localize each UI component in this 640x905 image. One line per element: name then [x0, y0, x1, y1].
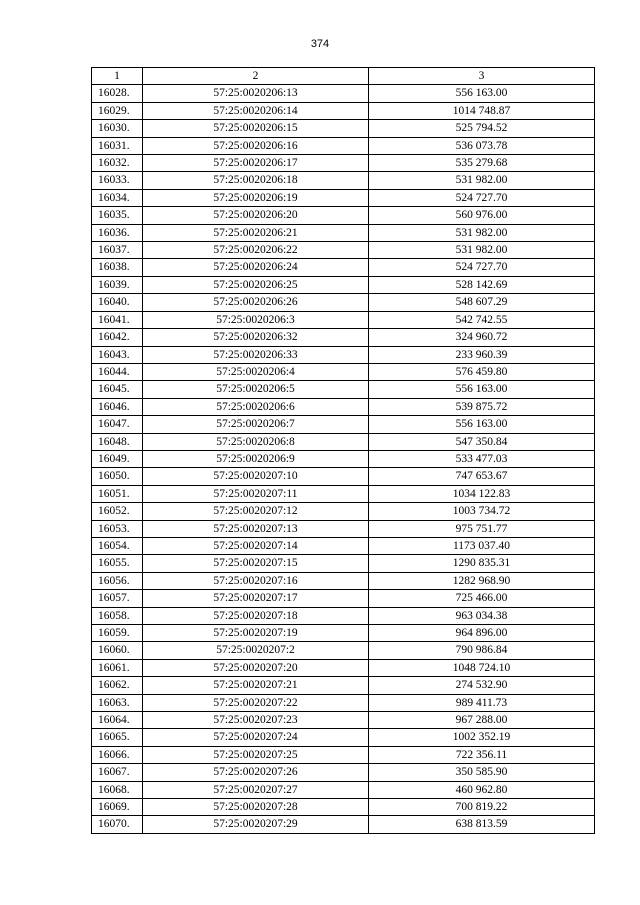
row-number: 16062.	[92, 677, 143, 694]
cadastral-number: 57:25:0020207:2	[143, 642, 369, 659]
row-number: 16054.	[92, 537, 143, 554]
cadastral-value: 539 875.72	[369, 398, 595, 415]
row-number: 16028.	[92, 85, 143, 102]
row-number: 16068.	[92, 781, 143, 798]
cadastral-value: 548 607.29	[369, 294, 595, 311]
column-header-1: 1	[92, 68, 143, 85]
table-row	[92, 572, 595, 589]
table-row	[92, 207, 595, 224]
cadastral-value: 1282 968.90	[369, 572, 595, 589]
cadastral-value: 963 034.38	[369, 607, 595, 624]
row-number: 16060.	[92, 642, 143, 659]
cadastral-number: 57:25:0020206:9	[143, 450, 369, 467]
cadastral-value: 531 982.00	[369, 242, 595, 259]
row-number: 16031.	[92, 137, 143, 154]
cadastral-value: 556 163.00	[369, 85, 595, 102]
cadastral-number: 57:25:0020207:18	[143, 607, 369, 624]
row-number: 16059.	[92, 625, 143, 642]
row-number: 16050.	[92, 468, 143, 485]
cadastral-number: 57:25:0020207:17	[143, 590, 369, 607]
row-number: 16034.	[92, 189, 143, 206]
cadastral-value: 1002 352.19	[369, 729, 595, 746]
row-number: 16041.	[92, 311, 143, 328]
row-number: 16039.	[92, 276, 143, 293]
table-row	[92, 468, 595, 485]
cadastral-value: 967 288.00	[369, 712, 595, 729]
cadastral-value: 975 751.77	[369, 520, 595, 537]
cadastral-value: 1034 122.83	[369, 485, 595, 502]
cadastral-value-table	[91, 67, 595, 834]
cadastral-value: 460 962.80	[369, 781, 595, 798]
cadastral-number: 57:25:0020206:3	[143, 311, 369, 328]
row-number: 16063.	[92, 694, 143, 711]
table-row	[92, 537, 595, 554]
row-number: 16037.	[92, 242, 143, 259]
table-row	[92, 799, 595, 816]
cadastral-number: 57:25:0020206:16	[143, 137, 369, 154]
table-row	[92, 329, 595, 346]
cadastral-value: 989 411.73	[369, 694, 595, 711]
table-row	[92, 398, 595, 415]
row-number: 16065.	[92, 729, 143, 746]
cadastral-value: 964 896.00	[369, 625, 595, 642]
row-number: 16047.	[92, 416, 143, 433]
cadastral-number: 57:25:0020206:6	[143, 398, 369, 415]
cadastral-number: 57:25:0020206:14	[143, 102, 369, 119]
cadastral-value: 274 532.90	[369, 677, 595, 694]
row-number: 16049.	[92, 450, 143, 467]
cadastral-value: 556 163.00	[369, 416, 595, 433]
table-row	[92, 416, 595, 433]
row-number: 16042.	[92, 329, 143, 346]
cadastral-number: 57:25:0020207:20	[143, 659, 369, 676]
table-row	[92, 520, 595, 537]
table-row	[92, 137, 595, 154]
row-number: 16067.	[92, 764, 143, 781]
cadastral-number: 57:25:0020207:14	[143, 537, 369, 554]
cadastral-number: 57:25:0020207:22	[143, 694, 369, 711]
row-number: 16038.	[92, 259, 143, 276]
row-number: 16058.	[92, 607, 143, 624]
cadastral-number: 57:25:0020206:7	[143, 416, 369, 433]
table-row	[92, 607, 595, 624]
table-row	[92, 677, 595, 694]
row-number: 16044.	[92, 363, 143, 380]
table-row	[92, 590, 595, 607]
table-row	[92, 642, 595, 659]
table-row	[92, 485, 595, 502]
cadastral-value: 528 142.69	[369, 276, 595, 293]
cadastral-value: 542 742.55	[369, 311, 595, 328]
cadastral-number: 57:25:0020206:22	[143, 242, 369, 259]
cadastral-number: 57:25:0020207:16	[143, 572, 369, 589]
cadastral-value: 536 073.78	[369, 137, 595, 154]
row-number: 16029.	[92, 102, 143, 119]
cadastral-number: 57:25:0020207:13	[143, 520, 369, 537]
cadastral-number: 57:25:0020206:21	[143, 224, 369, 241]
row-number: 16052.	[92, 503, 143, 520]
table-row	[92, 659, 595, 676]
table-row	[92, 242, 595, 259]
cadastral-value: 556 163.00	[369, 381, 595, 398]
table-row	[92, 311, 595, 328]
cadastral-number: 57:25:0020207:27	[143, 781, 369, 798]
cadastral-value: 790 986.84	[369, 642, 595, 659]
row-number: 16056.	[92, 572, 143, 589]
row-number: 16061.	[92, 659, 143, 676]
cadastral-value: 1003 734.72	[369, 503, 595, 520]
row-number: 16051.	[92, 485, 143, 502]
table-row	[92, 433, 595, 450]
cadastral-number: 57:25:0020206:32	[143, 329, 369, 346]
table-row	[92, 781, 595, 798]
cadastral-number: 57:25:0020207:11	[143, 485, 369, 502]
row-number: 16043.	[92, 346, 143, 363]
table-row	[92, 85, 595, 102]
cadastral-number: 57:25:0020207:10	[143, 468, 369, 485]
row-number: 16030.	[92, 120, 143, 137]
table-row	[92, 555, 595, 572]
table-row	[92, 224, 595, 241]
cadastral-number: 57:25:0020207:23	[143, 712, 369, 729]
cadastral-value: 324 960.72	[369, 329, 595, 346]
cadastral-number: 57:25:0020206:25	[143, 276, 369, 293]
row-number: 16070.	[92, 816, 143, 833]
row-number: 16053.	[92, 520, 143, 537]
column-header-2: 2	[143, 68, 369, 85]
cadastral-number: 57:25:0020207:28	[143, 799, 369, 816]
table-row	[92, 729, 595, 746]
cadastral-value: 525 794.52	[369, 120, 595, 137]
cadastral-number: 57:25:0020207:24	[143, 729, 369, 746]
cadastral-value: 638 813.59	[369, 816, 595, 833]
cadastral-value: 547 350.84	[369, 433, 595, 450]
cadastral-value: 1014 748.87	[369, 102, 595, 119]
cadastral-number: 57:25:0020206:15	[143, 120, 369, 137]
cadastral-number: 57:25:0020207:25	[143, 746, 369, 763]
table-row	[92, 746, 595, 763]
row-number: 16066.	[92, 746, 143, 763]
cadastral-number: 57:25:0020206:18	[143, 172, 369, 189]
cadastral-number: 57:25:0020207:21	[143, 677, 369, 694]
cadastral-number: 57:25:0020207:29	[143, 816, 369, 833]
table-row	[92, 276, 595, 293]
table-row	[92, 816, 595, 833]
cadastral-value: 1173 037.40	[369, 537, 595, 554]
cadastral-value: 560 976.00	[369, 207, 595, 224]
table-header	[92, 68, 595, 85]
cadastral-value: 531 982.00	[369, 224, 595, 241]
table-row	[92, 764, 595, 781]
cadastral-value: 233 960.39	[369, 346, 595, 363]
cadastral-number: 57:25:0020207:15	[143, 555, 369, 572]
cadastral-value: 1048 724.10	[369, 659, 595, 676]
cadastral-number: 57:25:0020206:4	[143, 363, 369, 380]
row-number: 16040.	[92, 294, 143, 311]
cadastral-number: 57:25:0020206:17	[143, 155, 369, 172]
table-row	[92, 172, 595, 189]
cadastral-value: 576 459.80	[369, 363, 595, 380]
table-row	[92, 381, 595, 398]
cadastral-number: 57:25:0020206:26	[143, 294, 369, 311]
table-row	[92, 625, 595, 642]
column-header-3: 3	[369, 68, 595, 85]
cadastral-value: 524 727.70	[369, 189, 595, 206]
row-number: 16032.	[92, 155, 143, 172]
table-row	[92, 120, 595, 137]
table-row	[92, 102, 595, 119]
table-row	[92, 503, 595, 520]
table-row	[92, 189, 595, 206]
row-number: 16064.	[92, 712, 143, 729]
cadastral-value: 533 477.03	[369, 450, 595, 467]
table-row	[92, 346, 595, 363]
row-number: 16069.	[92, 799, 143, 816]
table-row	[92, 259, 595, 276]
table-row	[92, 155, 595, 172]
table-body	[92, 85, 595, 833]
table-row	[92, 450, 595, 467]
cadastral-number: 57:25:0020206:8	[143, 433, 369, 450]
cadastral-number: 57:25:0020206:24	[143, 259, 369, 276]
cadastral-value: 1290 835.31	[369, 555, 595, 572]
cadastral-value: 531 982.00	[369, 172, 595, 189]
row-number: 16033.	[92, 172, 143, 189]
row-number: 16045.	[92, 381, 143, 398]
cadastral-value: 524 727.70	[369, 259, 595, 276]
row-number: 16048.	[92, 433, 143, 450]
cadastral-number: 57:25:0020206:5	[143, 381, 369, 398]
table-row	[92, 694, 595, 711]
cadastral-number: 57:25:0020206:19	[143, 189, 369, 206]
cadastral-number: 57:25:0020206:20	[143, 207, 369, 224]
cadastral-value: 535 279.68	[369, 155, 595, 172]
cadastral-number: 57:25:0020207:26	[143, 764, 369, 781]
cadastral-value: 747 653.67	[369, 468, 595, 485]
cadastral-value: 725 466.00	[369, 590, 595, 607]
cadastral-number: 57:25:0020206:13	[143, 85, 369, 102]
cadastral-value: 722 356.11	[369, 746, 595, 763]
cadastral-number: 57:25:0020206:33	[143, 346, 369, 363]
cadastral-number: 57:25:0020207:12	[143, 503, 369, 520]
row-number: 16055.	[92, 555, 143, 572]
table-row	[92, 712, 595, 729]
header-row	[92, 68, 595, 85]
row-number: 16035.	[92, 207, 143, 224]
row-number: 16046.	[92, 398, 143, 415]
row-number: 16036.	[92, 224, 143, 241]
cadastral-number: 57:25:0020207:19	[143, 625, 369, 642]
cadastral-value: 350 585.90	[369, 764, 595, 781]
cadastral-value: 700 819.22	[369, 799, 595, 816]
table-row	[92, 363, 595, 380]
table-row	[92, 294, 595, 311]
page-number: 374	[310, 38, 330, 50]
row-number: 16057.	[92, 590, 143, 607]
